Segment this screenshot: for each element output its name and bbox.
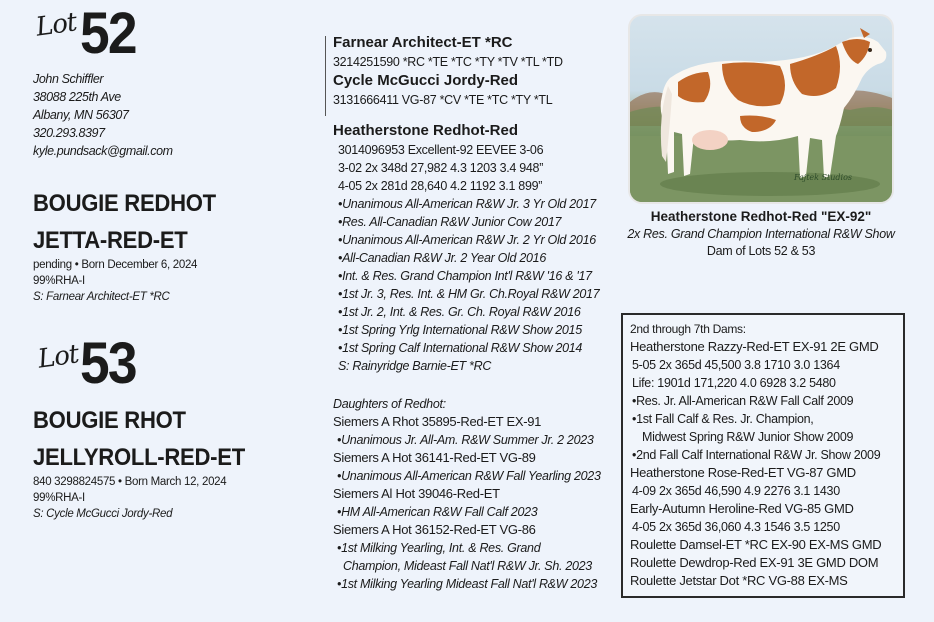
photo-caption (620, 207, 902, 260)
dam-2-name: Heatherstone Razzy-Red-ET EX-91 2E GMD (630, 339, 879, 354)
dam-6-name: Roulette Dewdrop-Red EX-91 3E GMD DOM (630, 555, 879, 570)
daughter-honor: •1st Milking Yearling, Int. & Res. Grand (337, 541, 541, 555)
daughter-name: Siemers A Hot 36141-Red-ET VG-89 (333, 450, 536, 465)
lot-52-word: Lot (34, 7, 79, 43)
sires-block (333, 33, 563, 109)
daughter-name: Siemers A Hot 36152-Red-ET VG-86 (333, 522, 536, 537)
dam-honor: •Unanimous All-American R&W Jr. 2 Yr Old 2016 (338, 233, 596, 247)
dam-2-honor: •Res. Jr. All-American R&W Fall Calf 2009 (632, 394, 854, 408)
caption-line3: Dam of Lots 52 & 53 (706, 244, 816, 258)
lot-53-word: Lot (36, 339, 81, 375)
daughter-name: Siemers A Rhot 35895-Red-ET EX-91 (333, 414, 542, 429)
dams-heading: 2nd through 7th Dams: (630, 322, 746, 336)
sire-2-detail: 3131666411 VG-87 *CV *TE *TC *TY *TL (333, 93, 553, 107)
daughter-honor: •1st Milking Yearling Mideast Fall Nat'l R&W 2023 (337, 577, 598, 591)
daughter-honor: •HM All-American R&W Fall Calf 2023 (337, 505, 538, 519)
lot-52-sire: S: Farnear Architect-ET *RC (33, 291, 170, 303)
dam-sire: S: Rainyridge Barnie-ET *RC (338, 359, 492, 373)
sire-1-name: Farnear Architect-ET *RC (333, 34, 513, 51)
lot-52-number: 52 (80, 1, 136, 66)
dam-2-record: 5-05 2x 365d 45,500 3.8 1710 3.0 1364 (632, 358, 840, 372)
lot-52-reg: pending • Born December 6, 2024 (33, 259, 198, 271)
daughter-name: Siemers Al Hot 39046-Red-ET (333, 486, 500, 501)
cow-photo (628, 14, 894, 204)
lot-52-rha: 99%RHA-I (33, 275, 85, 287)
dam-4-record: 4-05 2x 365d 36,060 4.3 1546 3.5 1250 (632, 520, 840, 534)
consignor-phone: 320.293.8397 (33, 126, 105, 140)
daughter-honor: Champion, Mideast Fall Nat'l R&W Jr. Sh. 2023 (343, 559, 592, 573)
dam-honor: •Int. & Res. Grand Champion Int'l R&W '16 & '17 (338, 269, 592, 283)
dam-5-name: Roulette Damsel-ET *RC EX-90 EX-MS GMD (630, 537, 882, 552)
daughters-block (333, 395, 601, 593)
lot-52-name-line1: BOUGIE REDHOT (33, 190, 216, 217)
consignor-contact (33, 70, 173, 160)
dam-2-lifetime: Life: 1901d 171,220 4.0 6928 3.2 5480 (632, 376, 836, 390)
sire-divider (325, 36, 326, 116)
dam-3-record: 4-09 2x 365d 46,590 4.9 2276 3.1 1430 (632, 484, 840, 498)
lot-53-name-line2: JELLYROLL-RED-ET (33, 444, 245, 471)
consignor-city: Albany, MN 56307 (33, 108, 129, 122)
daughter-honor: •Unanimous Jr. All-Am. R&W Summer Jr. 2 2023 (337, 433, 594, 447)
dam-name: Heatherstone Redhot-Red (333, 122, 519, 139)
caption-line2: 2x Res. Grand Champion International R&W Show (627, 227, 895, 241)
lot-53-number: 53 (80, 331, 136, 396)
dam-honor: •1st Jr. 3, Res. Int. & HM Gr. Ch.Royal R&W 2017 (338, 287, 600, 301)
dam-4-name: Early-Autumn Heroline-Red VG-85 GMD (630, 501, 854, 516)
dam-reg: 3014096953 Excellent-92 EEVEE 3-06 (338, 143, 544, 157)
dam-2-honor: •1st Fall Calf & Res. Jr. Champion, (632, 412, 814, 426)
dam-3-name: Heatherstone Rose-Red-ET VG-87 GMD (630, 465, 856, 480)
dam-honor: •Unanimous All-American R&W Jr. 3 Yr Old 2017 (338, 197, 596, 211)
lot-52-animal (33, 185, 232, 305)
daughters-heading: Daughters of Redhot: (333, 397, 446, 411)
dam-2-honor: Midwest Spring R&W Junior Show 2009 (642, 430, 854, 444)
lot-52-name-line2: JETTA-RED-ET (33, 227, 188, 254)
sire-1-detail: 3214251590 *RC *TE *TC *TY *TV *TL *TD (333, 55, 563, 69)
consignor-email[interactable]: kyle.pundsack@gmail.com (33, 144, 173, 158)
caption-title: Heatherstone Redhot-Red "EX-92" (650, 209, 872, 224)
photographer-signature: Fajtek Studios (793, 173, 852, 182)
dam-honor: •1st Jr. 2, Int. & Res. Gr. Ch. Royal R&W 2016 (338, 305, 581, 319)
consignor-name: John Schiffler (33, 72, 104, 86)
dam-honor: •1st Spring Yrlg International R&W Show 2015 (338, 323, 582, 337)
daughter-honor: •Unanimous All-American R&W Fall Yearling 2023 (337, 469, 601, 483)
sire-2-name: Cycle McGucci Jordy-Red (333, 72, 519, 89)
lot-53-sire: S: Cycle McGucci Jordy-Red (33, 508, 173, 520)
dam-block (333, 121, 599, 375)
lot-53-reg: 840 3298824575 • Born March 12, 2024 (33, 476, 227, 488)
dam-honor: •1st Spring Calf International R&W Show 2014 (338, 341, 583, 355)
dam-record-1: 3-02 2x 348d 27,982 4.3 1203 3.4 948” (338, 161, 544, 175)
dam-2-honor: •2nd Fall Calf International R&W Jr. Show 2009 (632, 448, 881, 462)
dam-record-2: 4-05 2x 281d 28,640 4.2 1192 3.1 899” (338, 179, 543, 193)
dams-box (621, 313, 905, 598)
consignor-street: 38088 225th Ave (33, 90, 121, 104)
dam-honor: •Res. All-Canadian R&W Junior Cow 2017 (338, 215, 562, 229)
lot-53-name-line1: BOUGIE RHOT (33, 407, 186, 434)
dam-honor: •All-Canadian R&W Jr. 2 Year Old 2016 (338, 251, 546, 265)
cow-illustration (630, 16, 892, 202)
lot-53-animal (33, 402, 263, 522)
dam-7-name: Roulette Jetstar Dot *RC VG-88 EX-MS (630, 573, 848, 588)
lot-53-rha: 99%RHA-I (33, 492, 85, 504)
